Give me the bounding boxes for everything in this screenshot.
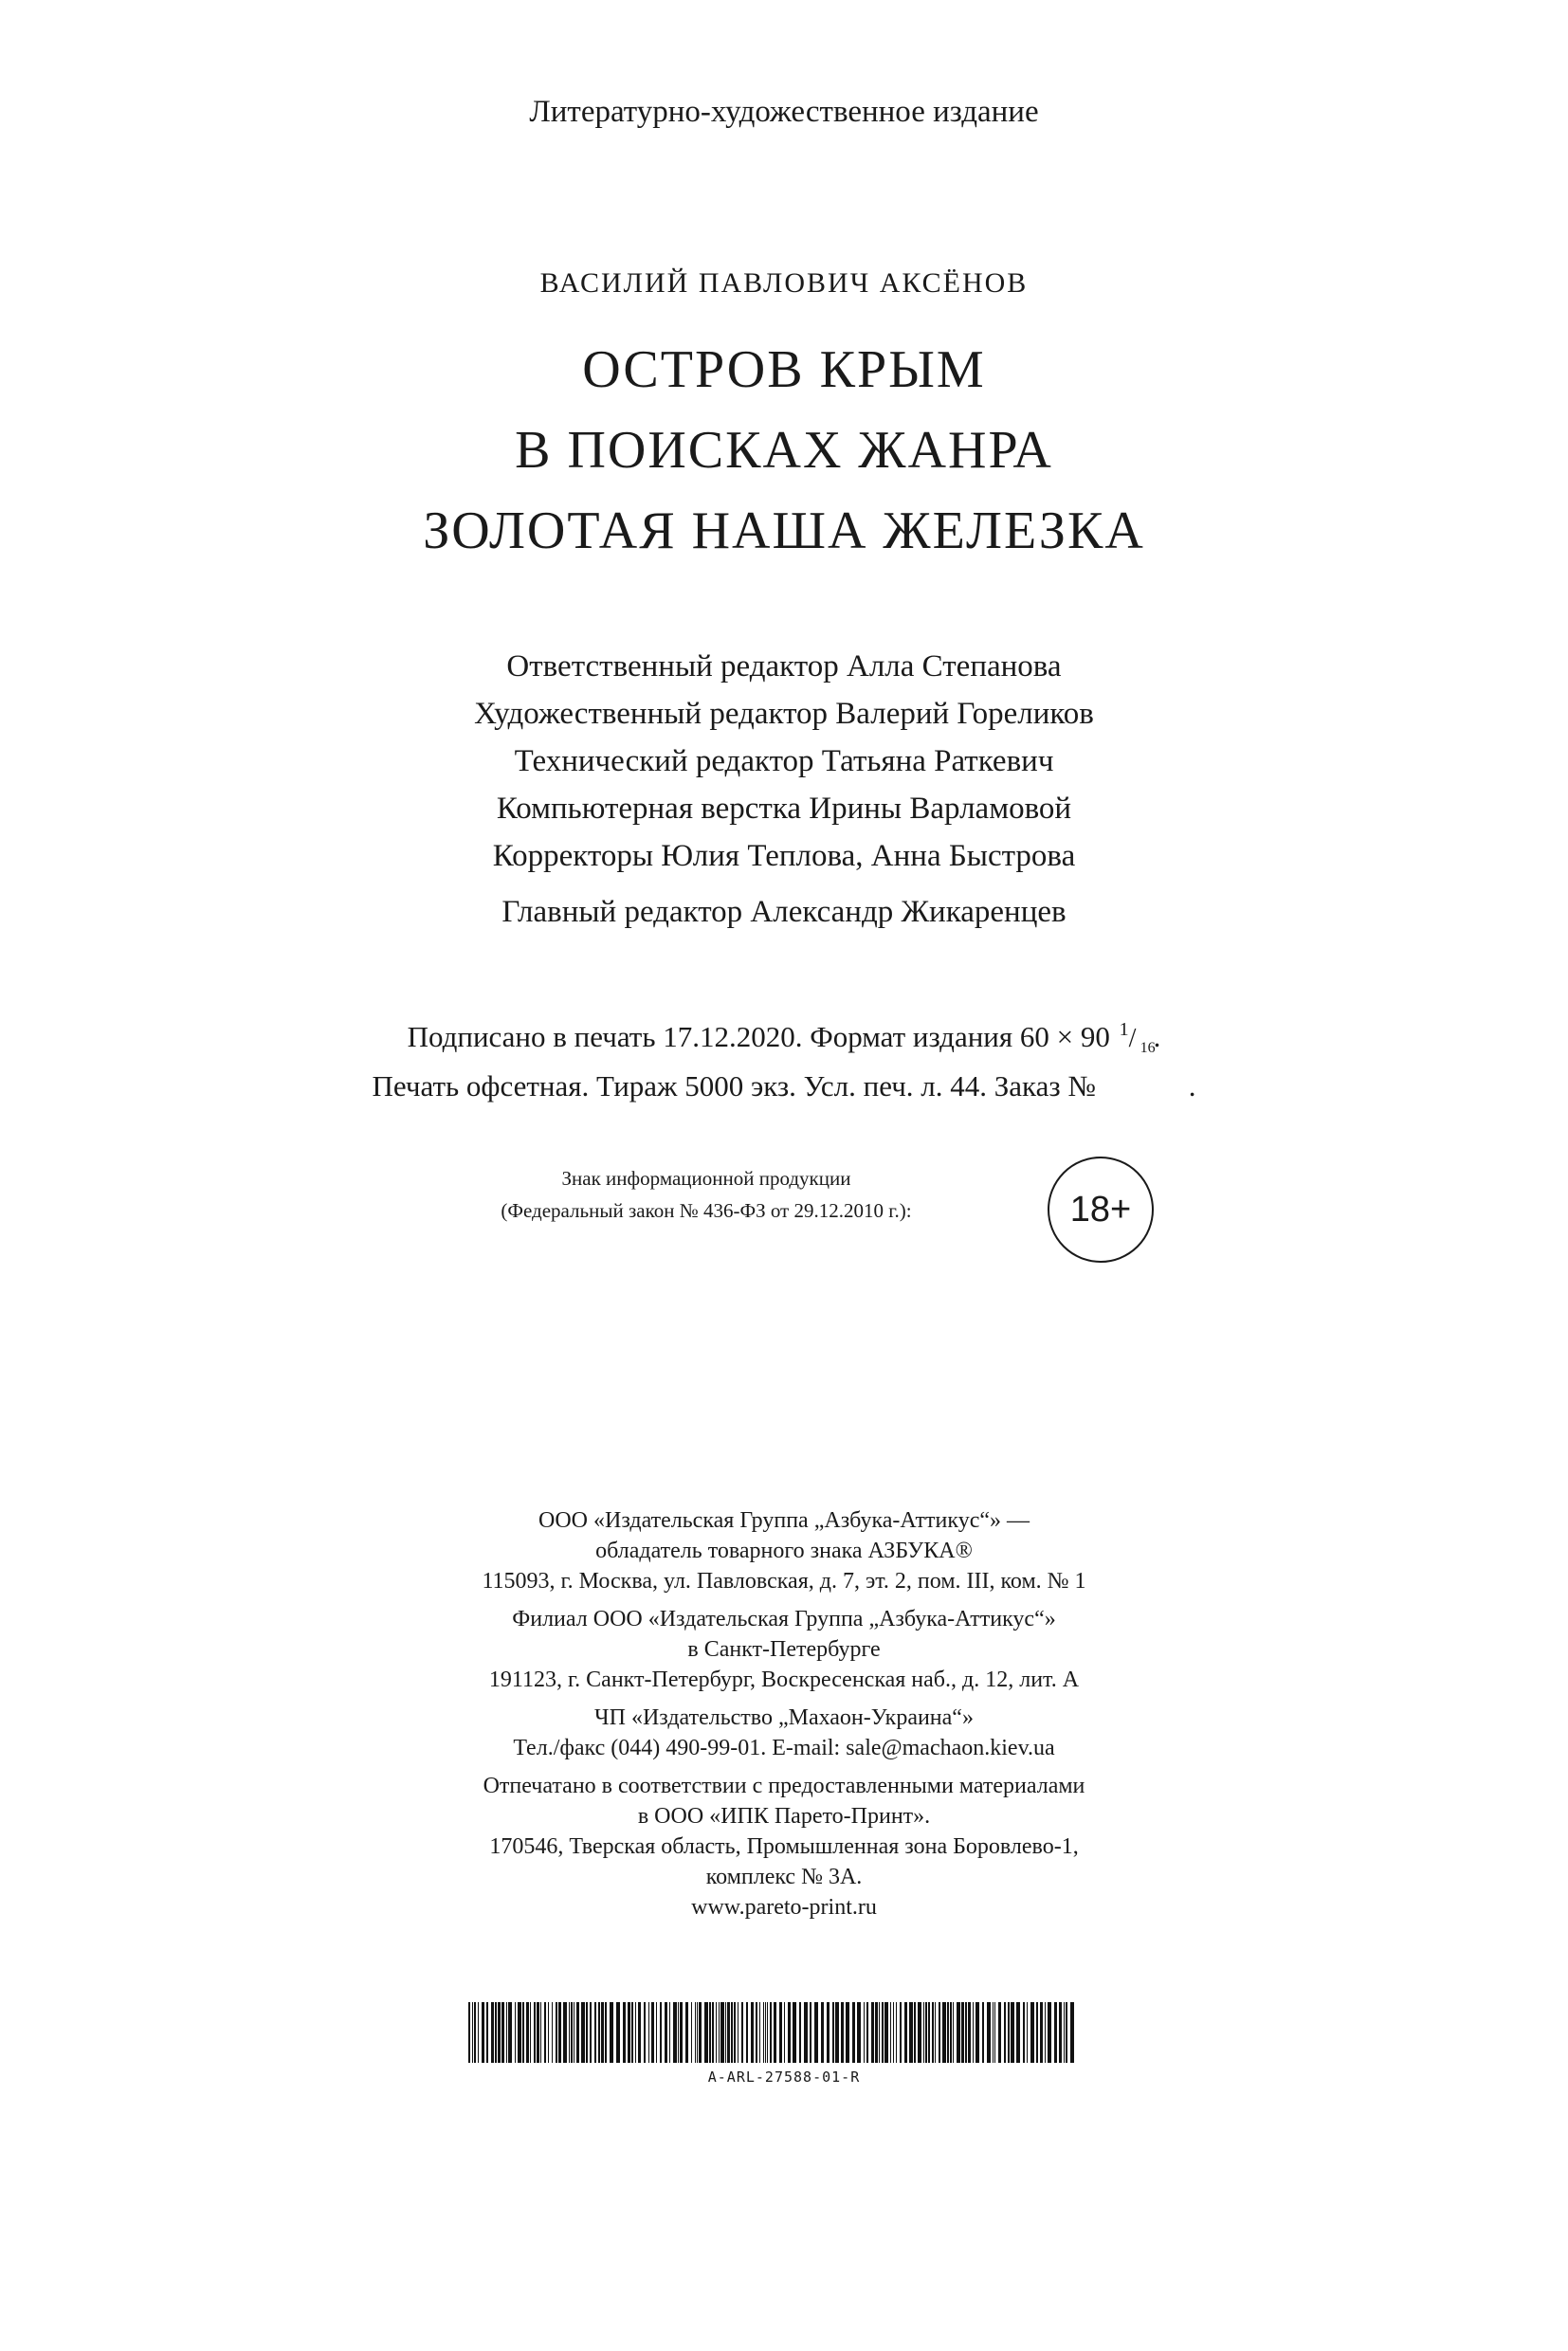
barcode-bar [998, 2002, 1001, 2063]
barcode-bar [939, 2002, 940, 2063]
barcode-bar [896, 2002, 897, 2063]
barcode-bar [821, 2002, 824, 2063]
publisher-group [0, 1505, 1568, 1596]
printer-group [0, 1771, 1568, 1923]
barcode-bar [697, 2002, 698, 2063]
barcode-bar [571, 2002, 573, 2063]
barcode-bar [751, 2002, 754, 2063]
publisher-group [0, 1703, 1568, 1763]
barcode-bar [548, 2002, 549, 2063]
barcode-bar [1027, 2002, 1028, 2063]
barcode-bar [767, 2002, 768, 2063]
barcode-bar [581, 2002, 585, 2063]
barcode-bar [605, 2002, 607, 2063]
barcode-bar [961, 2002, 964, 2063]
barcode-bar [994, 2002, 995, 2063]
publisher-line: ЧП «Издательство „Махаон-Украина“» [594, 1705, 974, 1730]
barcode-bar [638, 2002, 641, 2063]
barcode-bar [537, 2002, 539, 2063]
barcode-bar [720, 2002, 724, 2063]
print-info-text-2: Печать офсетная. Тираж 5000 экз. Усл. печ. л. 44. Заказ № [372, 1069, 1096, 1103]
barcode-bar [975, 2002, 979, 2063]
barcode-bar [770, 2002, 772, 2063]
barcode-bar [1008, 2002, 1010, 2063]
barcode-bar [765, 2002, 766, 2063]
barcode-bar [866, 2002, 868, 2063]
barcode-bar [741, 2002, 743, 2063]
barcode-bar [814, 2002, 818, 2063]
barcode-bar [719, 2002, 720, 2063]
barcode-bar [628, 2002, 630, 2063]
barcode-bar [882, 2002, 884, 2063]
barcode-bar [973, 2002, 974, 2063]
edition-type: Литературно-художественное издание [529, 95, 1039, 129]
barcode-bar [864, 2002, 865, 2063]
barcode-bar [623, 2002, 626, 2063]
barcode-bar [932, 2002, 934, 2063]
barcode-bar [879, 2002, 880, 2063]
barcode-bar [993, 2002, 994, 2063]
barcode-bar [1036, 2002, 1038, 2063]
barcode-bar [909, 2002, 913, 2063]
barcode-bar [610, 2002, 613, 2063]
barcode-bar [928, 2002, 930, 2063]
barcode-bar [1070, 2002, 1074, 2063]
staff-line: Художественный редактор Валерий Гореликов [474, 697, 1094, 731]
barcode-bar [884, 2002, 888, 2063]
print-info-line-2 [0, 1062, 1568, 1111]
format-fraction-denominator: 16 [1140, 1040, 1156, 1056]
barcode-bar [498, 2002, 501, 2063]
barcode-bar [982, 2002, 984, 2063]
barcode-bar [558, 2002, 561, 2063]
barcode-bar [756, 2002, 757, 2063]
barcode-bar [474, 2002, 476, 2063]
barcode-bar [656, 2002, 657, 2063]
barcode-bar [987, 2002, 991, 2063]
barcode-bar [788, 2002, 791, 2063]
barcode-bar [486, 2002, 488, 2063]
publisher-line: Филиал ООО «Издательская Группа „Азбука-Аттикус“» [512, 1607, 1056, 1631]
barcode-bar [616, 2002, 620, 2063]
barcode-bar [799, 2002, 801, 2063]
barcode-bar [515, 2002, 516, 2063]
barcode-bar [508, 2002, 512, 2063]
barcode-bar [660, 2002, 662, 2063]
publisher-line: 191123, г. Санкт-Петербург, Воскресенская наб., д. 12, лит. А [488, 1668, 1080, 1692]
barcode-bar [556, 2002, 557, 2063]
format-fraction-numerator: 1 [1119, 1019, 1129, 1040]
barcode-bar [950, 2002, 952, 2063]
staff-line: Ответственный редактор Алла Степанова [506, 649, 1062, 683]
barcode-bar [495, 2002, 497, 2063]
barcode-bar [712, 2002, 714, 2063]
age-rating-badge: 18+ [1048, 1157, 1154, 1263]
barcode-bar [540, 2002, 541, 2063]
barcode-bar [1066, 2002, 1067, 2063]
staff-line: Корректоры Юлия Теплова, Анна Быстрова [492, 839, 1076, 873]
barcode-bar [680, 2002, 683, 2063]
barcode-bar [631, 2002, 633, 2063]
barcode-bar [900, 2002, 902, 2063]
printer-website: www.pareto-print.ru [691, 1895, 877, 1920]
barcode-bar [725, 2002, 726, 2063]
barcode-bar [935, 2002, 936, 2063]
barcode-bar [1059, 2002, 1062, 2063]
barcode-bar [810, 2002, 811, 2063]
format-fraction-slash: / [1128, 1024, 1137, 1053]
barcode-bar [506, 2002, 507, 2063]
barcode-bar [501, 2002, 504, 2063]
barcode-bar [1054, 2002, 1057, 2063]
barcode-bar [716, 2002, 717, 2063]
barcode-bar [534, 2002, 536, 2063]
barcode-bar [904, 2002, 907, 2063]
barcode-bar [875, 2002, 878, 2063]
barcode-bar [576, 2002, 579, 2063]
publisher-info [0, 1505, 1568, 1930]
barcode-bar [841, 2002, 844, 2063]
printer-line: в ООО «ИПК Парето-Принт». [637, 1804, 931, 1829]
barcode-bar [871, 2002, 874, 2063]
publisher-line: ООО «Издательская Группа „Азбука-Аттикус“» — [538, 1508, 1030, 1533]
printer-line: 170546, Тверская область, Промышленная зона Боровлево-1, [489, 1834, 1079, 1859]
publisher-line: обладатель товарного знака АЗБУКА® [595, 1539, 973, 1563]
age-rating-label-line-1: Знак информационной продукции [561, 1167, 851, 1190]
barcode-bar [947, 2002, 949, 2063]
barcode-bar [779, 2002, 782, 2063]
print-info-text-1: Подписано в печать 17.12.2020. Формат издания 60 × 90 [407, 1020, 1110, 1053]
age-rating-label-line-2: (Федеральный закон № 436-ФЗ от 29.12.2010 г.): [501, 1199, 912, 1222]
print-info-end-2: . [1188, 1069, 1196, 1103]
barcode-bar [1040, 2002, 1043, 2063]
editorial-staff [0, 643, 1568, 880]
barcode-bar [857, 2002, 861, 2063]
print-info [0, 1012, 1568, 1111]
book-title-2: В ПОИСКАХ ЖАНРА [515, 421, 1053, 480]
barcode-bar [544, 2002, 546, 2063]
barcode-bar [1048, 2002, 1051, 2063]
barcode-bar [1023, 2002, 1025, 2063]
barcode-bar [644, 2002, 646, 2063]
barcode-bar [968, 2002, 971, 2063]
barcode-bar [923, 2002, 924, 2063]
barcode-code: A-ARL-27588-01-R [707, 2069, 861, 2086]
barcode-bar [731, 2002, 733, 2063]
barcode-bar [774, 2002, 776, 2063]
barcode-bar [953, 2002, 954, 2063]
barcode-bar [478, 2002, 479, 2063]
printer-line: комплекс № 3А. [705, 1865, 863, 1889]
staff-line: Компьютерная верстка Ирины Варламовой [496, 792, 1072, 826]
barcode-bar [598, 2002, 600, 2063]
barcode-bar [804, 2002, 808, 2063]
barcode-bar [709, 2002, 711, 2063]
barcode-bar [601, 2002, 604, 2063]
barcode-image [468, 2002, 1075, 2063]
publisher-line: 115093, г. Москва, ул. Павловская, д. 7, эт. 2, пом. III, ком. № 1 [482, 1569, 1086, 1594]
book-title-3: ЗОЛОТАЯ НАША ЖЕЛЕЗКА [423, 501, 1145, 560]
barcode-bar [691, 2002, 692, 2063]
barcode-bar [569, 2002, 570, 2063]
barcode-bar [784, 2002, 785, 2063]
barcode-bar [942, 2002, 946, 2063]
barcode-bar [685, 2002, 688, 2063]
barcode-bar [793, 2002, 796, 2063]
barcode-bar [648, 2002, 649, 2063]
barcode-bar [846, 2002, 849, 2063]
barcode-bar [965, 2002, 967, 2063]
barcode-bar [530, 2002, 531, 2063]
barcode-bar [763, 2002, 764, 2063]
barcode-bar [1016, 2002, 1020, 2063]
publisher-line: Тел./факс (044) 490-99-01. E-mail: sale@machaon.kiev.ua [513, 1736, 1055, 1760]
barcode-bar [1064, 2002, 1065, 2063]
barcode-bar [518, 2002, 521, 2063]
barcode-bar [835, 2002, 839, 2063]
book-titles [0, 330, 1568, 572]
barcode-bar [1030, 2002, 1034, 2063]
barcode-bar [695, 2002, 696, 2063]
barcode-bar [852, 2002, 855, 2063]
barcode-bar [468, 2002, 470, 2063]
publisher-group [0, 1604, 1568, 1695]
barcode-bar [482, 2002, 484, 2063]
barcode-bar [665, 2002, 667, 2063]
barcode-bar [918, 2002, 921, 2063]
barcode-bar [526, 2002, 529, 2063]
barcode-bar [893, 2002, 894, 2063]
age-rating-block [379, 1155, 1138, 1268]
staff-line: Технический редактор Татьяна Раткевич [514, 744, 1054, 778]
barcode-bar [727, 2002, 730, 2063]
barcode-bar [552, 2002, 553, 2063]
barcode-bar [925, 2002, 927, 2063]
barcode-bar [704, 2002, 708, 2063]
barcode-bar [734, 2002, 736, 2063]
barcode-bar [522, 2002, 524, 2063]
age-rating-label [379, 1162, 1033, 1227]
book-title-1: ОСТРОВ КРЫМ [582, 340, 986, 399]
publisher-line: в Санкт-Петербурге [687, 1637, 881, 1662]
barcode-bar [1011, 2002, 1014, 2063]
barcode-bar [594, 2002, 596, 2063]
barcode-bar [914, 2002, 916, 2063]
barcode-bar [635, 2002, 636, 2063]
author-name: ВАСИЛИЙ ПАВЛОВИЧ АКСЁНОВ [539, 267, 1029, 299]
barcode-bar [673, 2002, 677, 2063]
barcode-bar [957, 2002, 960, 2063]
barcode-bar [678, 2002, 679, 2063]
barcode-bar [563, 2002, 567, 2063]
barcode-bar [759, 2002, 760, 2063]
barcode-bar [491, 2002, 494, 2063]
barcode-bar [699, 2002, 702, 2063]
barcode-bar [1004, 2002, 1006, 2063]
print-info-end-1: . [1153, 1020, 1161, 1053]
barcode-bar [827, 2002, 830, 2063]
chief-editor: Главный редактор Александр Жикаренцев [501, 895, 1067, 929]
barcode-bar [590, 2002, 592, 2063]
barcode-bar [832, 2002, 834, 2063]
barcode-bar [651, 2002, 654, 2063]
printer-line: Отпечатано в соответствии с предоставленными материалами [483, 1774, 1085, 1798]
barcode-bar [1045, 2002, 1046, 2063]
barcode-bar [890, 2002, 891, 2063]
barcode-bar [472, 2002, 473, 2063]
format-fraction [1118, 1018, 1156, 1056]
barcode-bar [669, 2002, 670, 2063]
print-info-line-1 [0, 1012, 1568, 1062]
barcode-bar [746, 2002, 748, 2063]
barcode-bar [586, 2002, 588, 2063]
